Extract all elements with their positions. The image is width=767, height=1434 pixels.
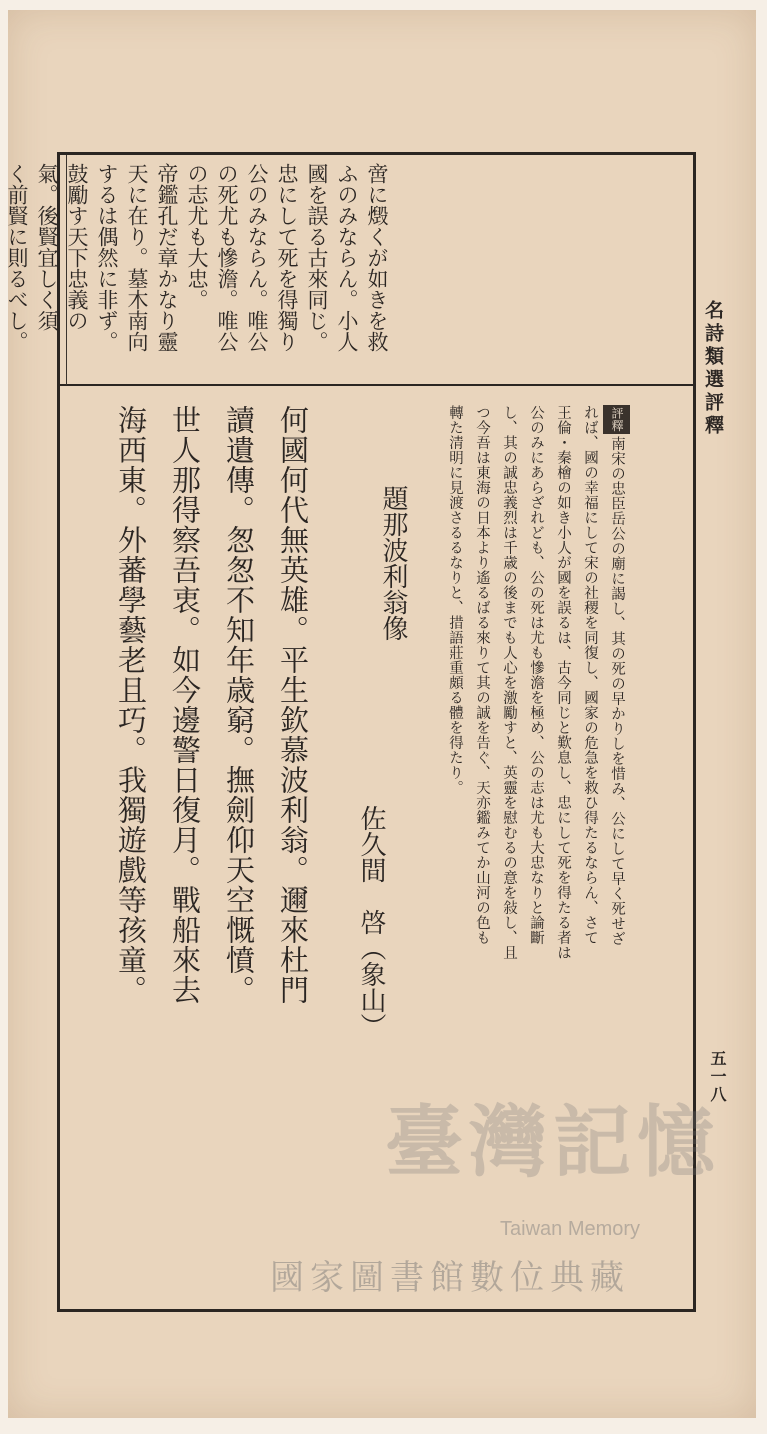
poem-line: 讀遺傳。怱怱不知年歳窮。撫劍仰天空慨憤。	[222, 405, 256, 1005]
commentary-column: 王倫・秦檜の如き小人が國を誤るは、古今同じと歎息し、忠にして死を得たる者は	[555, 405, 571, 960]
watermark-logo: 臺灣記憶	[385, 1097, 722, 1188]
commentary-column	[603, 405, 630, 1015]
commentary-column: つ今吾は東海の日本より遙るばる來りて其の誠を告ぐ、天亦鑑みてか山河の色も	[474, 405, 490, 945]
poem-author: 佐久間 啓（象山）	[356, 805, 386, 1039]
upper-column: 天に在り。墓木南向	[125, 163, 149, 352]
commentary-column: し、其の誠忠義烈は千歳の後までも人心を激勵すと、英靈を慰むるの意を敍し、且	[501, 405, 517, 960]
upper-column: の志尤も大忠。	[185, 163, 209, 310]
section-divider	[57, 384, 696, 386]
running-head: 名詩類選評釋	[702, 300, 724, 438]
poem-line: 海西東。外蕃學藝老且巧。我獨遊戲等孩童。	[114, 405, 148, 1005]
watermark-english: Taiwan Memory	[500, 1218, 641, 1240]
commentary-column: れば、國の幸福にして宋の社稷を同復し、國家の危急を救ひ得たるならん、さて	[582, 405, 598, 945]
commentary-text: 南宋の忠臣岳公の廟に謁し、其の死の早かりしを惜み、公にして早く死せざ	[609, 436, 625, 946]
commentary-badge: 評釋	[603, 405, 630, 434]
watermark-institution: 國家圖書館數位典藏	[270, 1258, 630, 1298]
upper-text-block	[5, 163, 390, 383]
poem-line: 何國何代無英雄。平生欽慕波利翁。邇來杜門	[276, 405, 310, 1005]
upper-column: ふのみならん。小人	[335, 163, 359, 352]
poem-line: 世人那得察吾衷。如今邊警日復月。戰船來去	[168, 405, 202, 1005]
commentary-column: 公のみにあらざれども、公の死は尤も慘澹を極め、公の志は尤も大忠なりと論斷	[528, 405, 544, 945]
upper-column: 鼓勵す天下忠義の	[65, 163, 89, 331]
upper-column: く前賢に則るべし。	[5, 163, 29, 352]
upper-column: 忠にして死を得獨り	[275, 163, 299, 352]
upper-column: 帝鑑孔だ章かなり靈	[155, 163, 179, 352]
page-number: 五一八	[708, 1050, 727, 1104]
upper-column: するは偶然に非ず。	[95, 163, 119, 352]
upper-column: 啻に燬くが如きを救	[365, 163, 389, 352]
upper-column: 國を誤る古來同じ。	[305, 163, 329, 352]
upper-column: 公のみならん。唯公	[245, 163, 269, 352]
poem-title: 題那波利翁像	[378, 485, 408, 641]
commentary-column: 轉た清明に見渡さるるなりと、措語莊重頗る體を得たり。	[447, 405, 463, 795]
upper-column: の死尤も慘澹。唯公	[215, 163, 239, 352]
upper-column: 氣。後賢宜しく須	[35, 163, 59, 331]
poem-body	[113, 405, 311, 1305]
